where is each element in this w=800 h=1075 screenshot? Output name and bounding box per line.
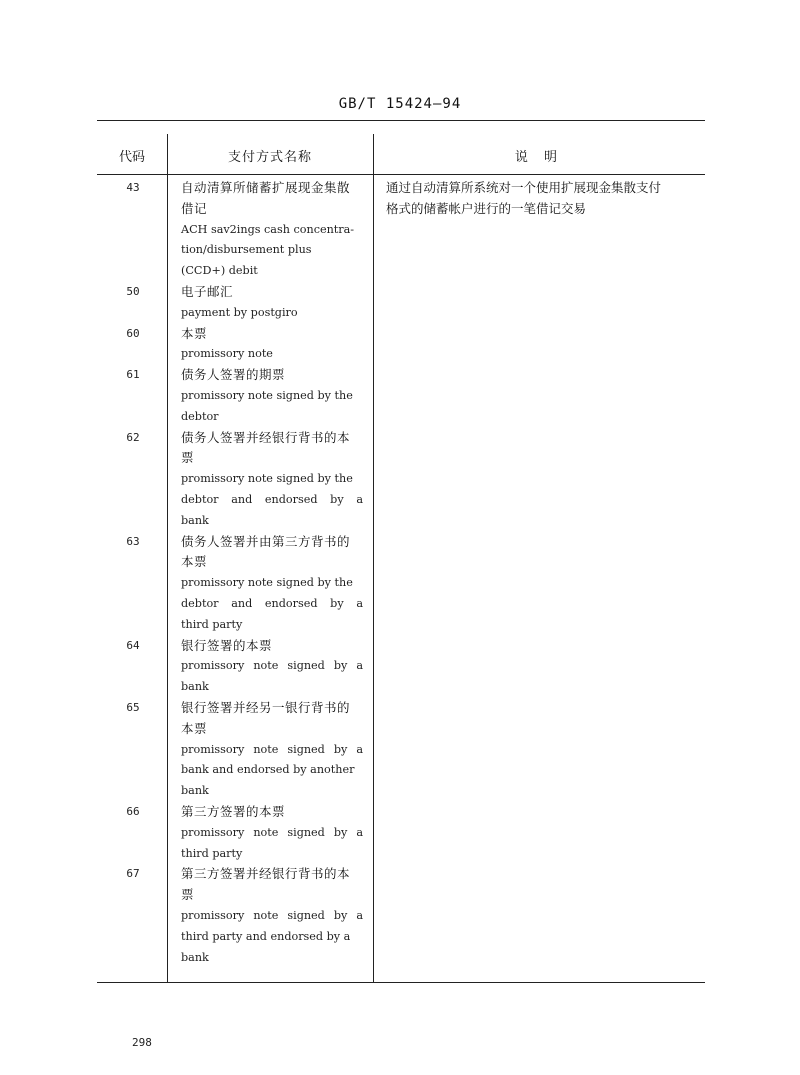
name-line-chinese: 第三方签署的本票 <box>181 804 286 819</box>
row-payment-method-name <box>181 365 363 427</box>
name-line-english: bank <box>181 513 209 527</box>
name-line-english: bank and endorsed by another <box>181 763 355 777</box>
name-line-english: third party <box>181 617 243 631</box>
row-code: 64 <box>126 638 140 652</box>
column-header-code: 代码 <box>118 150 145 165</box>
row-payment-method-name <box>181 282 363 324</box>
row-code: 66 <box>126 805 140 818</box>
name-line-chinese: 第三方签署并经银行背书的本 <box>181 866 351 882</box>
name-line-english: debtor and endorsed by a <box>181 596 363 610</box>
column-divider-name-description <box>373 134 374 982</box>
name-line-english: third party and endorsed by a <box>181 929 351 943</box>
name-line-english: promissory note signed by a <box>181 908 363 922</box>
name-line-chinese: 债务人签署的期票 <box>181 367 286 383</box>
name-line-chinese: 票 <box>181 450 195 466</box>
name-line-english: (CCD+) debit <box>181 264 258 278</box>
name-line-english: promissory note signed by a <box>181 825 363 839</box>
name-line-english: bank <box>181 680 209 694</box>
row-code: 65 <box>126 701 140 714</box>
row-code: 43 <box>126 181 140 194</box>
table-bottom-rule <box>97 982 705 983</box>
name-line-english: promissory note signed by a <box>181 659 363 673</box>
row-payment-method-name <box>181 324 363 366</box>
row-code: 63 <box>126 534 140 548</box>
name-line-english: promissory note signed by a <box>181 742 363 756</box>
column-divider-code-name <box>167 134 168 982</box>
row-code: 50 <box>126 285 140 298</box>
name-line-chinese: 电子邮汇 <box>181 284 234 299</box>
name-line-english: promissory note signed by the <box>181 576 353 590</box>
name-line-english: debtor and endorsed by a <box>181 492 363 506</box>
name-line-chinese: 本票 <box>181 554 208 570</box>
row-code: 62 <box>126 430 140 444</box>
row-code: 67 <box>126 867 140 881</box>
name-line-english: promissory note signed by the <box>181 472 353 486</box>
name-line-chinese: 本票 <box>181 325 208 341</box>
row-code: 61 <box>126 368 140 382</box>
name-line-chinese: 银行签署并经另一银行背书的 <box>181 700 351 715</box>
description-cell-43 <box>386 178 696 220</box>
table-header-rule <box>97 174 705 175</box>
row-payment-method-name <box>181 636 363 698</box>
name-line-english: promissory note signed by the <box>181 388 353 402</box>
name-line-chinese: 借记 <box>181 200 208 216</box>
name-line-chinese: 自动清算所储蓄扩展现金集散 <box>181 180 351 195</box>
column-header-name: 支付方式名称 <box>227 150 312 165</box>
name-line-english: ACH sav2ings cash concentra- <box>181 222 355 236</box>
row-payment-method-name <box>181 428 363 532</box>
name-line-english: payment by postgiro <box>181 305 298 319</box>
row-payment-method-name <box>181 864 363 968</box>
name-line-english: bank <box>181 784 209 798</box>
name-line-english: debtor <box>181 409 219 423</box>
column-header-description: 说 明 <box>514 150 564 165</box>
name-line-chinese: 债务人签署并经银行背书的本 <box>181 429 351 445</box>
description-line: 格式的储蓄帐户进行的一笔借记交易 <box>386 200 587 216</box>
page-number: 298 <box>132 1036 152 1049</box>
name-line-chinese: 票 <box>181 887 195 903</box>
name-line-chinese: 债务人签署并由第三方背书的 <box>181 533 351 549</box>
row-payment-method-name <box>181 532 363 636</box>
name-line-english: tion/disbursement plus <box>181 243 312 257</box>
description-line: 通过自动清算所系统对一个使用扩展现金集散支付 <box>386 180 662 195</box>
row-payment-method-name <box>181 802 363 864</box>
row-payment-method-name <box>181 698 363 802</box>
name-line-english: promissory note <box>181 347 273 361</box>
name-line-chinese: 本票 <box>181 720 208 736</box>
name-line-english: third party <box>181 846 243 860</box>
name-line-english: bank <box>181 950 209 964</box>
row-code: 60 <box>126 326 140 340</box>
standard-number: GB/T 15424—94 <box>338 96 462 112</box>
name-line-chinese: 银行签署的本票 <box>181 637 273 653</box>
table-top-rule <box>97 120 705 121</box>
row-payment-method-name <box>181 178 363 282</box>
